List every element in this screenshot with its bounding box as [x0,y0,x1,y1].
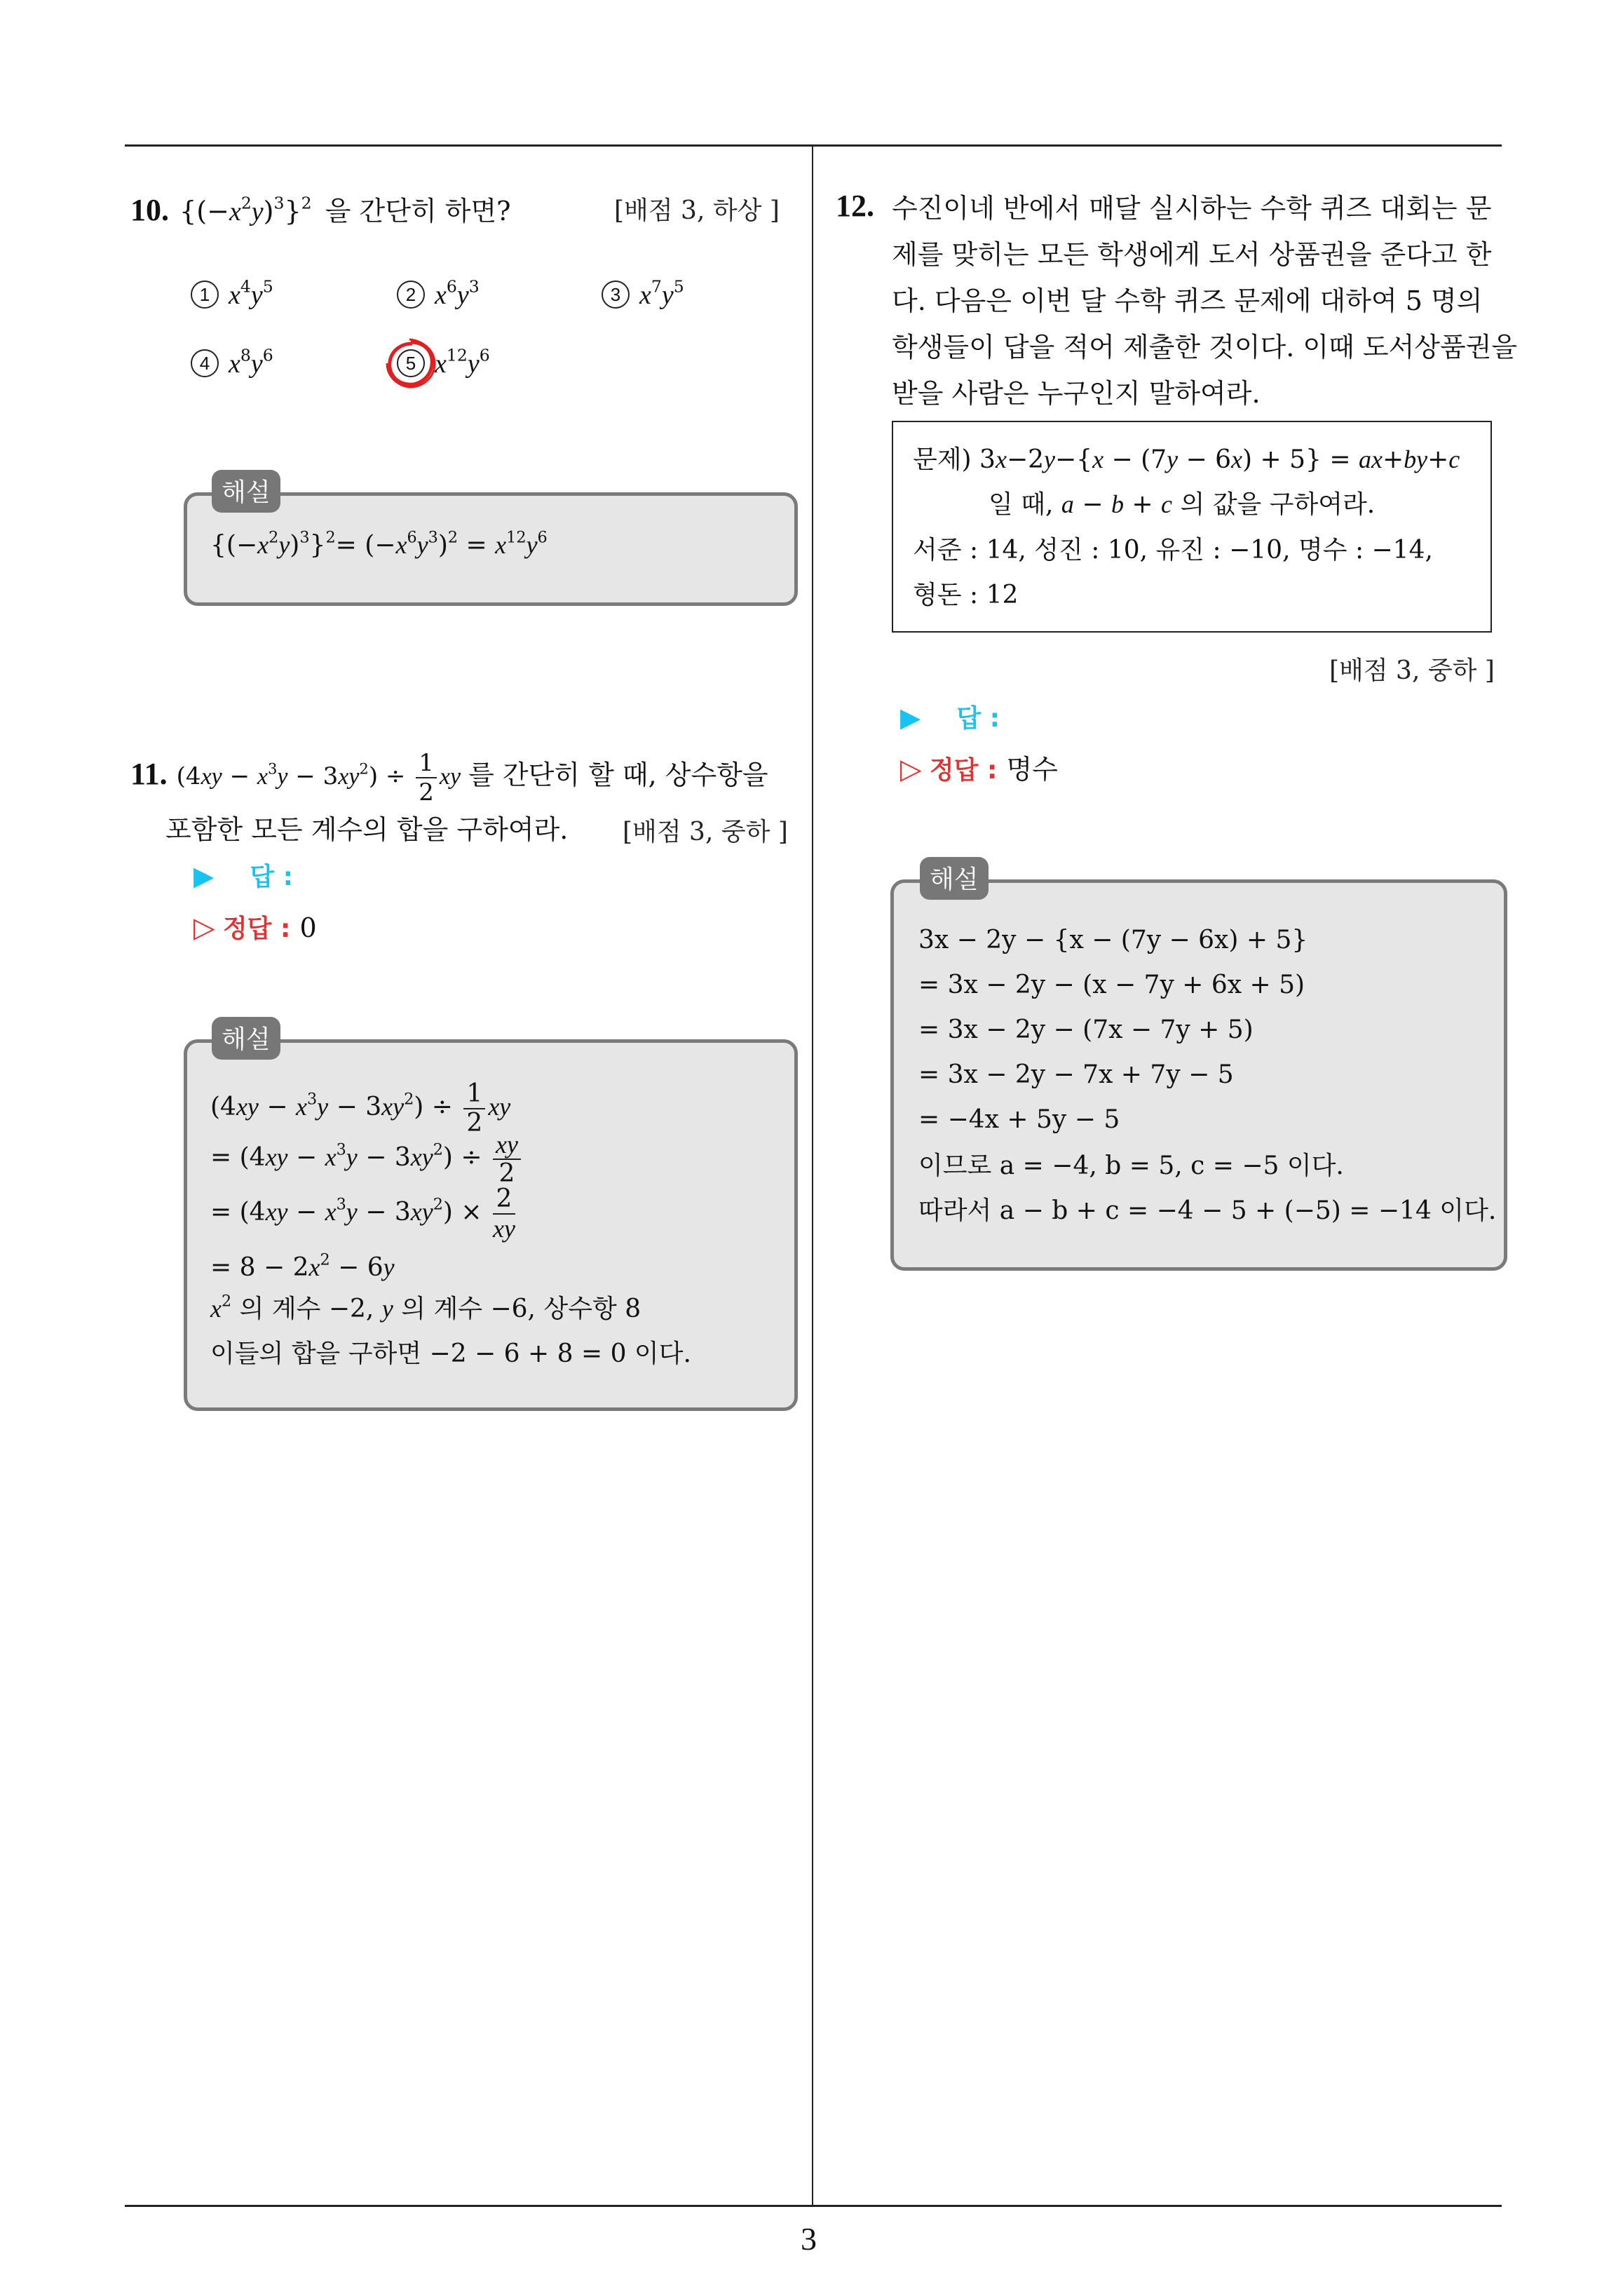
outline-arrow-icon: ▷ [900,753,922,785]
play-arrow-icon: ▶ [193,860,215,891]
explanation-text-2: 이들의 합을 구하면 −2 − 6 + 8 = 0 이다. [210,1339,691,1368]
explanation-step-3: = 3x − 2y − (7x − 7y + 5) [918,1015,1254,1044]
question-12-line-3: 다. 다음은 이번 달 수학 퀴즈 문제에 대하여 5 명의 [892,285,1483,316]
problem-instruction-text: 의 값을 구하여라. [1180,490,1376,519]
correct-label: 정답 : [929,756,998,785]
column-divider [812,144,813,2206]
explanation-tag: 해설 [212,470,280,513]
answer-label: 답 : [956,704,1000,733]
answer-row [193,857,293,893]
question-number: 11. [130,757,168,791]
explanation-step-4: = $8 - 2x^2 - 6y$ [210,1250,395,1282]
choice-number-1: 1 [191,281,219,309]
coefficient-y-text: 의 계수 −6, 상수항 8 [401,1295,641,1323]
choice-number-2: 2 [397,281,425,309]
explanation-step-5: = −4x + 5y − 5 [918,1105,1120,1134]
question-11 [130,749,803,806]
correct-label: 정답 : [222,914,291,943]
correct-answer: 0 [299,912,317,943]
correct-answer-row [900,746,1058,792]
choice-3[interactable]: 3 $x^7y^5$ [602,279,684,311]
choice-1[interactable]: 1 $x^4y^5$ [191,279,273,311]
question-text: 을 간단히 하면? [325,196,511,227]
coefficient-x2-text: 의 계수 −2, [239,1295,374,1323]
question-expression: $(4xy - x^3y - 3xy^2)$ ÷ $\frac{1}{2}$ xy [176,749,461,806]
answer-label: 답 : [250,863,294,891]
explanation-step-1: $(4xy - x^3y - 3xy^2)$ ÷ $\frac{1}{2}$ xy [210,1079,511,1137]
question-expression: $\{(-x^2y)^3\}^2$ [179,193,312,227]
bottom-rule [125,2205,1502,2207]
question-text-line-2: 포함한 모든 계수의 합을 구하여라. [165,814,569,845]
question-12-line-2: 제를 맞히는 모든 학생에게 도서 상품권을 준다고 한 [892,239,1492,270]
explanation-line: $\{(-x^2y)^3\}^2= (-x^6y^3)^2 = x^{12}y^6$ [210,528,548,560]
explanation-text-1: 이므로 a = −4, b = 5, c = −5 이다. [918,1152,1344,1180]
play-arrow-icon: ▶ [900,702,921,733]
explanation-tag: 해설 [212,1017,280,1060]
question-text-line-1: 를 간단히 할 때, 상수항을 [468,759,768,790]
problem-box-line-3: 서준 : 14, 성진 : 10, 유진 : −10, 명수 : −14, [913,536,1433,565]
question-number: 10. [130,193,169,227]
problem-box-line-1: 문제) 3x−2y−{x − (7y − 6x) + 5} = ax+by+c [913,445,1460,474]
explanation-text-1: $x^2$ 의 계수 −2, y 의 계수 −6, 상수항 8 [210,1292,641,1323]
explanation-step-2: = $(4xy - x^3y - 3xy^2)$ ÷ $\frac{xy}{2}$ [210,1130,524,1188]
explanation-step-2: = 3x − 2y − (x − 7y + 6x + 5) [918,971,1305,999]
choice-number-5: 5 [397,349,425,377]
top-rule [125,144,1502,147]
score-label: [배점 3, 중하 ] [623,818,788,846]
choice-number-4: 4 [191,349,219,377]
explanation-step-3: = $(4xy - x^3y - 3xy^2)$ × $\frac{2}{xy}$ [210,1184,515,1243]
outline-arrow-icon: ▷ [193,912,215,944]
problem-box-line-4: 형돈 : 12 [913,581,1019,609]
explanation-step-1: 3x − 2y − {x − (7y − 6x) + 5} [918,926,1308,954]
choice-4[interactable]: 4 $x^8y^6$ [191,348,273,379]
choice-number-3: 3 [602,281,630,309]
problem-prefix: 문제) [913,445,972,474]
explanation-step-4: = 3x − 2y − 7x + 7y − 5 [918,1060,1234,1089]
question-12-line-5: 받을 사람은 누구인지 말하여라. [892,378,1261,409]
answer-row [900,698,1000,734]
choice-2[interactable]: 2 $x^6y^3$ [397,279,480,311]
correct-answer: 명수 [1006,754,1058,785]
problem-box-line-2: 일 때, a − b + c 의 값을 구하여라. [989,490,1376,519]
choice-5[interactable]: 5 $x^{12}y^6$ [397,348,490,379]
explanation-text-2: 따라서 a − b + c = −4 − 5 + (−5) = −14 이다. [918,1196,1497,1225]
explanation-tag: 해설 [920,857,989,900]
question-number: 12. [836,189,874,223]
problem-condition-text: 일 때, [989,490,1054,519]
correct-answer-row [193,905,317,951]
score-label: [배점 3, 하상 ] [614,196,780,225]
selected-answer-circle-icon [384,337,437,390]
question-12-line-1: 수진이네 반에서 매달 실시하는 수학 퀴즈 대회는 문 [892,193,1492,224]
score-label: [배점 3, 중하 ] [1329,656,1495,685]
question-12-line-4: 학생들이 답을 적어 제출한 것이다. 이때 도서상품권을 [892,332,1518,363]
page-number: 3 [801,2221,817,2257]
